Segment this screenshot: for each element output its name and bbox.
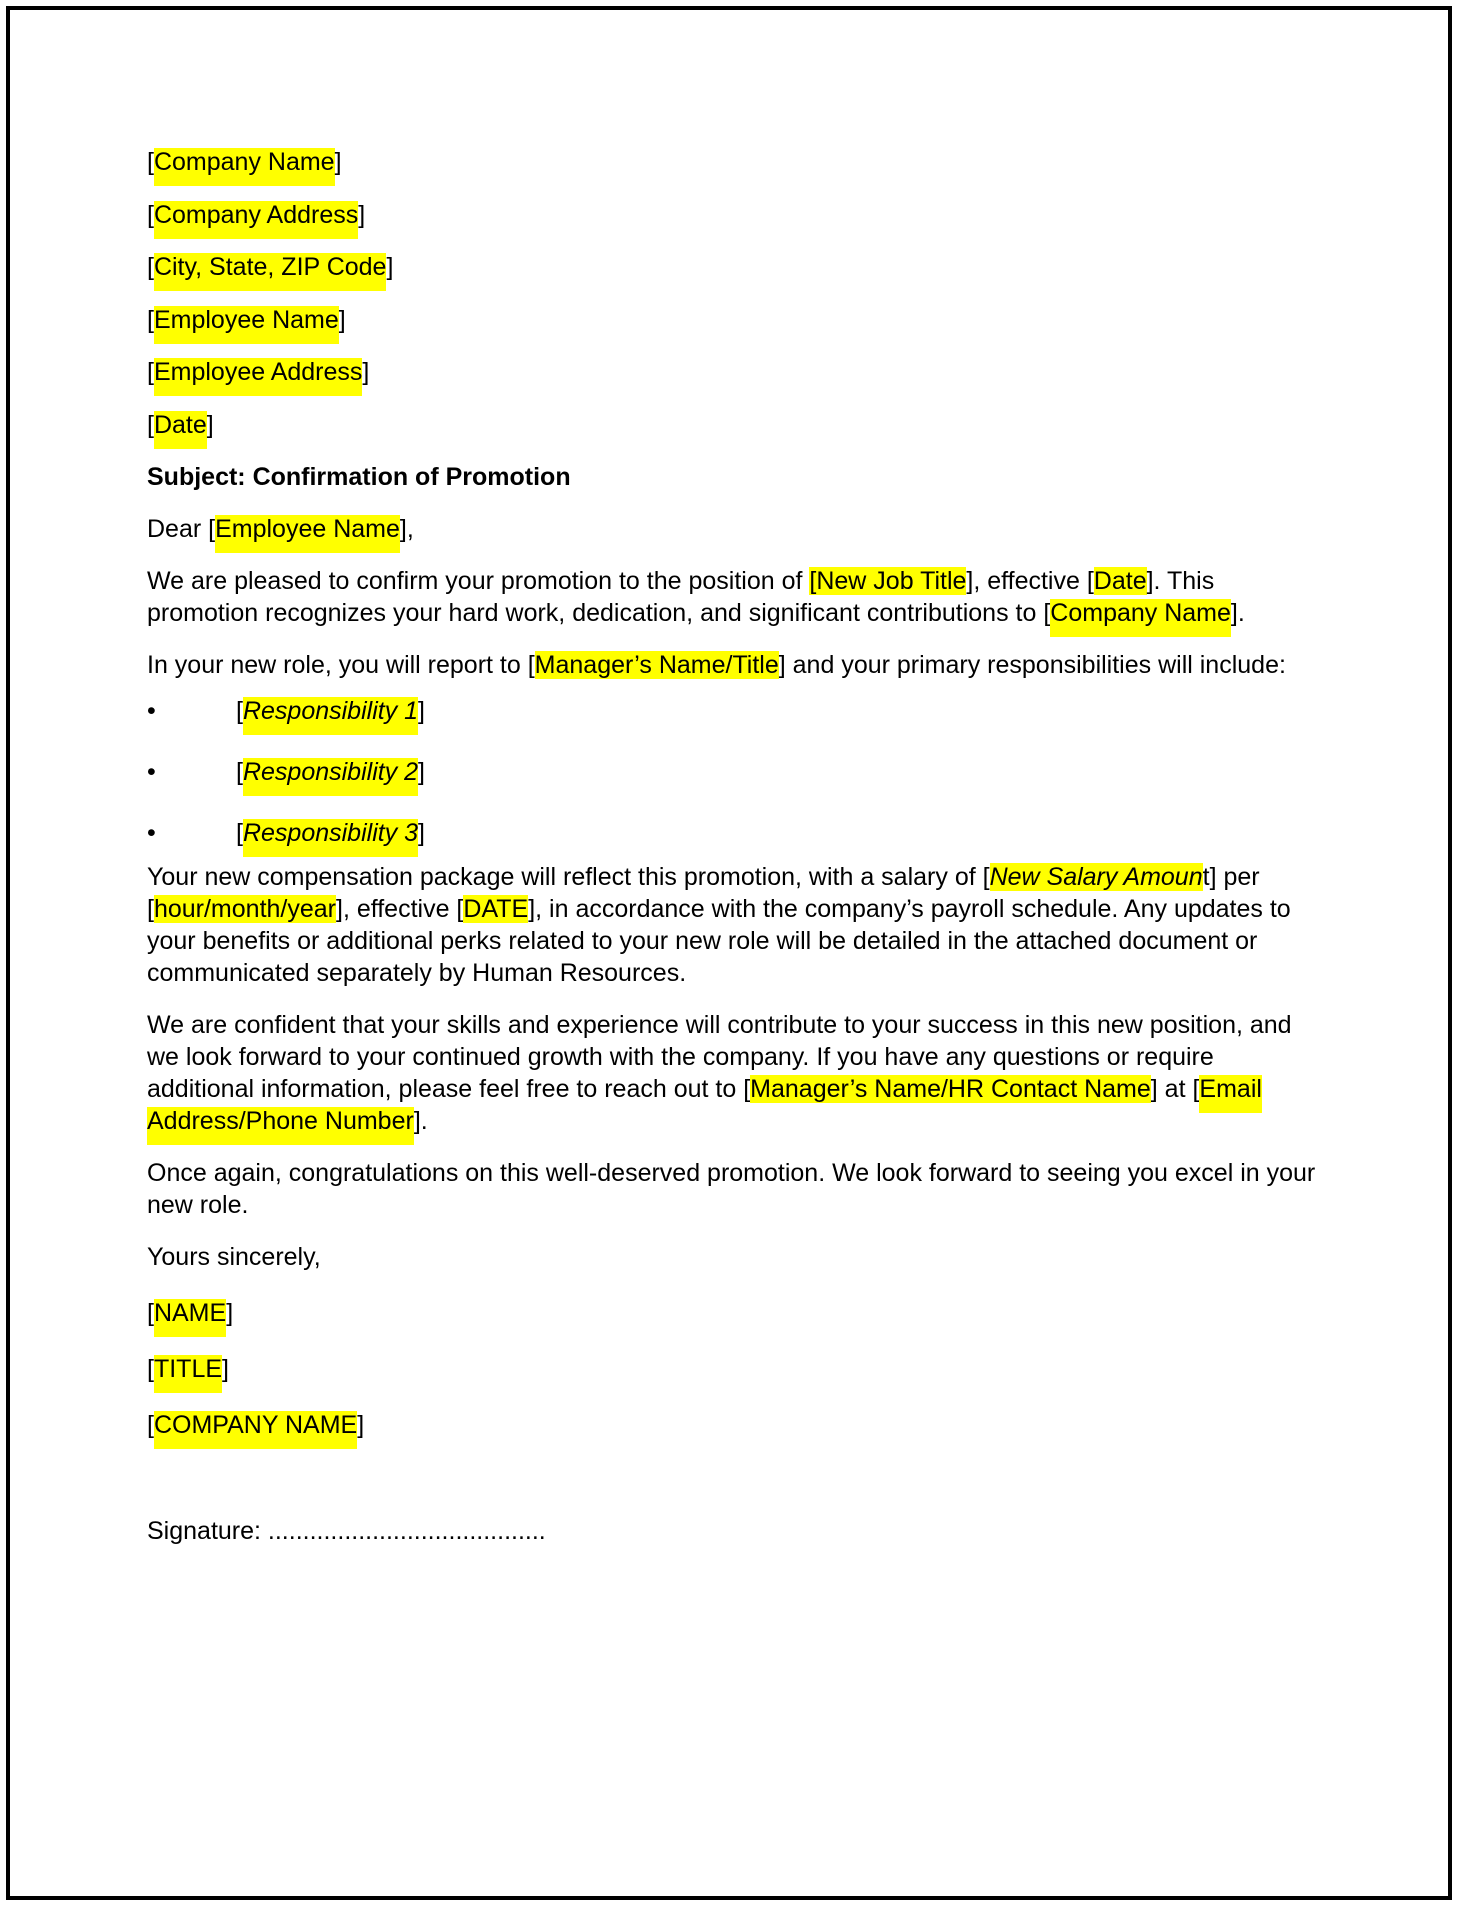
para1-text-1: We are pleased to confirm your promotion to the position of	[147, 567, 810, 595]
paragraph-compensation	[147, 861, 1327, 989]
date-line: [Date]	[147, 409, 1327, 441]
date-placeholder: Date	[154, 411, 207, 449]
list-item: • [Responsibility 1]	[147, 695, 1327, 727]
signatory-block	[147, 1297, 1327, 1441]
para4-text-1: We are confident that your skills and experience will contribute to your success in this new position, and we look forward to your continued growth with the company. If you have any questions or require additional information, please feel free to reach out to [	[147, 1011, 1292, 1103]
company-address-placeholder: Company Address	[154, 201, 358, 239]
signatory-title-line: [TITLE]	[147, 1353, 1327, 1385]
signatory-company-placeholder: COMPANY NAME	[154, 1411, 357, 1449]
salary-amount-placeholder: New Salary Amoun	[989, 863, 1203, 891]
salutation-name-placeholder: Employee Name	[215, 515, 400, 553]
employee-address-placeholder: Employee Address	[154, 358, 362, 396]
responsibility-placeholder: Responsibility 2	[243, 758, 418, 796]
paragraph-congratulations: Once again, congratulations on this well-deserved promotion. We look forward to seeing you excel in your new role.	[147, 1159, 1316, 1219]
employee-address-line: [Employee Address]	[147, 356, 1327, 388]
para3-text-4: ], in accordance with the company’s payroll schedule. Any updates to your benefits or additional perks related to your new role will be detailed in the attached document or communicated separately by Human Resources.	[147, 895, 1291, 987]
signatory-title-placeholder: TITLE	[154, 1355, 222, 1393]
salutation	[147, 513, 1327, 545]
paragraph-role	[147, 649, 1327, 681]
para4-text-2: ] at [	[1150, 1075, 1200, 1103]
effective-date-placeholder: Date	[1093, 567, 1147, 595]
city-state-zip-line: [City, State, ZIP Code]	[147, 251, 1327, 283]
paragraph-contact	[147, 1009, 1327, 1137]
para1-text-4: ].	[1230, 599, 1245, 627]
paragraph-promotion	[147, 565, 1327, 629]
new-job-title-placeholder: [New Job Title	[809, 567, 967, 595]
employee-name-line: [Employee Name]	[147, 304, 1327, 336]
city-state-zip-placeholder: City, State, ZIP Code	[154, 253, 387, 291]
address-block	[147, 146, 1327, 441]
signatory-name-placeholder: NAME	[154, 1299, 226, 1337]
para2-text-2: ] and your primary responsibilities will include:	[778, 651, 1286, 679]
para1-text-3: ]. This promotion recognizes your hard work, dedication, and significant contributions to [	[147, 567, 1215, 627]
para3-text-3: ], effective [	[336, 895, 464, 923]
para3-text-2: t] per [	[147, 863, 1260, 923]
para4-text-3: ].	[413, 1107, 428, 1135]
salutation-prefix: Dear [	[147, 515, 216, 543]
salary-date-placeholder: DATE	[463, 895, 529, 923]
contact-details-placeholder: Email Address/Phone Number	[147, 1075, 1262, 1145]
company-name-placeholder: Company Name	[154, 148, 335, 186]
signature-line: Signature: ........................................	[147, 1517, 546, 1545]
para2-text-1: In your new role, you will report to [	[147, 651, 535, 679]
para3-text-1: Your new compensation package will reflect this promotion, with a salary of [	[147, 863, 990, 891]
company-name-inline-placeholder: Company Name	[1050, 599, 1231, 637]
subject-line: Subject: Confirmation of Promotion	[147, 463, 571, 491]
company-name-line: [Company Name]	[147, 146, 1327, 178]
bullet: •	[147, 758, 156, 786]
company-address-line: [Company Address]	[147, 199, 1327, 231]
salutation-suffix: ],	[399, 515, 414, 543]
para1-text-2: ], effective [	[966, 567, 1094, 595]
signatory-company-line: [COMPANY NAME]	[147, 1409, 1327, 1441]
responsibility-list	[147, 695, 1327, 849]
pay-period-placeholder: hour/month/year	[153, 895, 336, 923]
letter-body	[147, 146, 1327, 1547]
list-item: • [Responsibility 2]	[147, 756, 1327, 788]
responsibility-placeholder: Responsibility 1	[243, 697, 418, 735]
responsibility-placeholder: Responsibility 3	[243, 819, 418, 857]
closing: Yours sincerely,	[147, 1243, 321, 1271]
manager-title-placeholder: Manager’s Name/Title	[534, 651, 779, 679]
signatory-name-line: [NAME]	[147, 1297, 1327, 1329]
contact-name-placeholder: Manager’s Name/HR Contact Name	[750, 1075, 1151, 1103]
employee-name-placeholder: Employee Name	[154, 306, 339, 344]
bullet: •	[147, 819, 156, 847]
document-page	[6, 6, 1452, 1900]
list-item: • [Responsibility 3]	[147, 817, 1327, 849]
bullet: •	[147, 697, 156, 725]
